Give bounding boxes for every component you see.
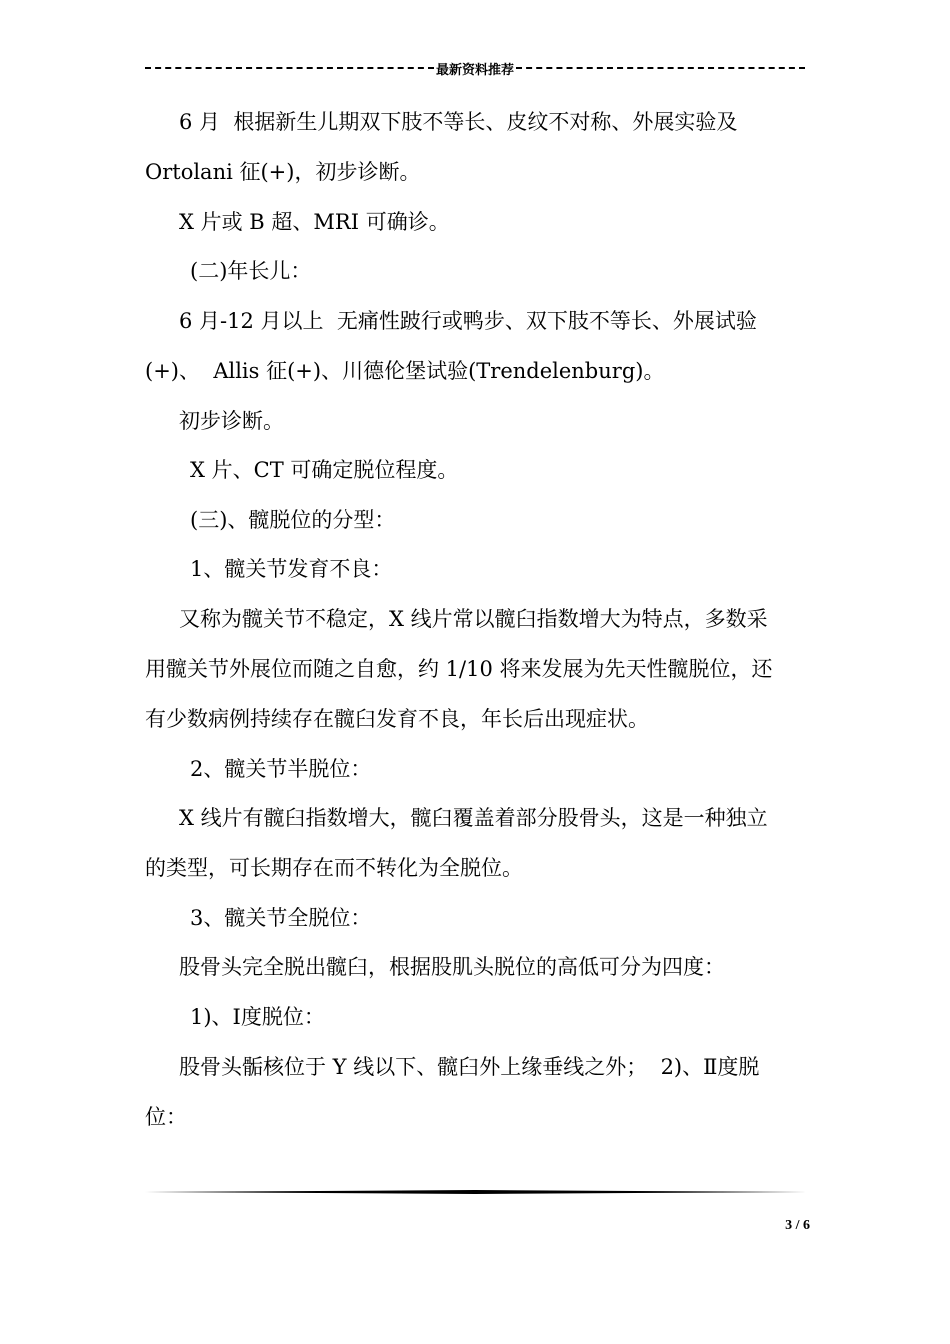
page-header <box>145 58 805 78</box>
text-line: 6 月 根据新生儿期双下肢不等长、皮纹不对称、外展实验及 <box>179 110 738 134</box>
text-line: Ortolani 征(+)，初步诊断。 <box>145 160 421 184</box>
subsection-heading: 2、髋关节半脱位： <box>190 757 372 781</box>
text-line: 位： <box>145 1105 187 1129</box>
page-number: 3 / 6 <box>785 1218 810 1233</box>
text-line: 6 月-12 月以上 无痛性跛行或鸭步、双下肢不等长、外展试验 <box>179 309 757 333</box>
text-line: X 线片有髋臼指数增大，髋臼覆盖着部分股骨头，这是一种独立 <box>179 806 768 830</box>
text-line: 股骨头骺核位于 Y 线以下、髋臼外上缘垂线之外； 2)、Ⅱ度脱 <box>179 1055 760 1079</box>
text-line: X 片或 B 超、MRI 可确诊。 <box>179 210 450 234</box>
text-line: 初步诊断。 <box>179 409 284 433</box>
subsection-heading: 1、髋关节发育不良： <box>190 557 393 581</box>
footer-rule <box>145 1190 807 1194</box>
text-line: 有少数病例持续存在髋臼发育不良，年长后出现症状。 <box>145 707 649 731</box>
header-title: 最新资料推荐 <box>436 62 515 78</box>
text-line: 股骨头完全脱出髋臼，根据股肌头脱位的高低可分为四度： <box>179 955 725 979</box>
text-line: 用髋关节外展位而随之自愈，约 1/10 将来发展为先天性髋脱位，还 <box>145 657 773 681</box>
header-dash-left <box>145 67 434 69</box>
text-line: 又称为髋关节不稳定，X 线片常以髋臼指数增大为特点，多数采 <box>179 607 768 631</box>
section-heading: (三)、髋脱位的分型： <box>190 508 396 532</box>
text-line: (+)、 Allis 征(+)、川德伦堡试验(Trendelenburg)。 <box>145 359 665 383</box>
section-heading: (二)年长儿： <box>190 259 312 283</box>
subsection-heading: 1)、Ⅰ度脱位： <box>190 1005 325 1029</box>
text-line: 的类型，可长期存在而不转化为全脱位。 <box>145 856 523 880</box>
subsection-heading: 3、髋关节全脱位： <box>190 906 372 930</box>
text-line: X 片、CT 可确定脱位程度。 <box>190 458 459 482</box>
header-dash-right <box>516 67 805 69</box>
